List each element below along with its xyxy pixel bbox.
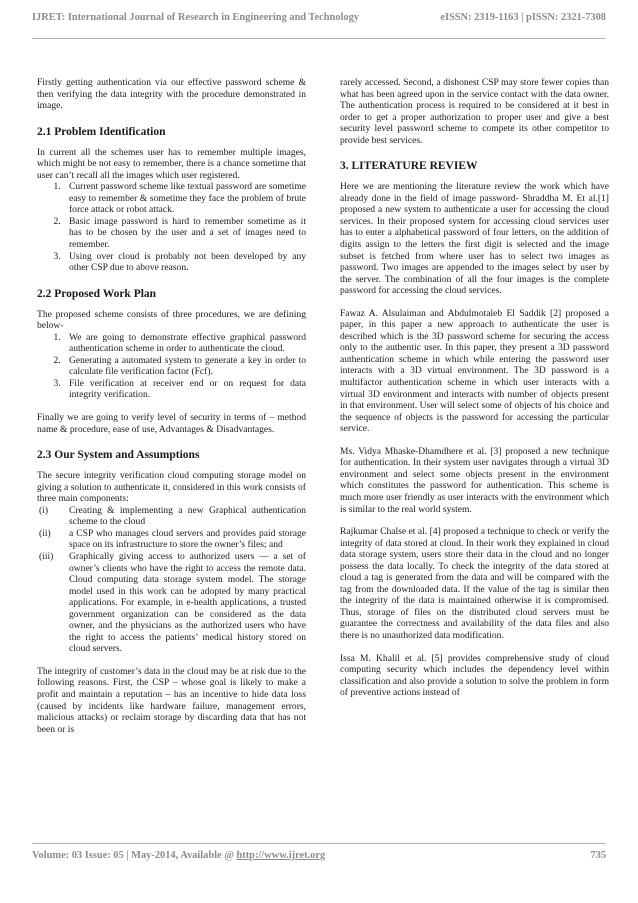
journal-link[interactable]: http://www.ijret.org [236, 850, 326, 861]
page-footer [32, 850, 606, 861]
list-marker: (iii) [39, 550, 54, 562]
intro-paragraph: Firstly getting authentication via our effective password scheme & then verifying the data integrity with the procedure demonstrated in image. [37, 77, 306, 112]
paragraph: Fawaz A. Alsulaiman and Abdulmotaleb El Saddik [2] proposed a paper, in this paper a new approach to authenticate the user is described which is the 3D password scheme for securing the access only to the authentic user. In this paper, they present a 3D password authentication scheme in which while entering the password user interacts with a 3D virtual environment. The 3D password is a multifactor authentication scheme in which user interacts with a virtual 3D environment and interacts with number of objects present in that environment. User will select some of objects of his choice and the sequence of objects is the password for accessing the particular service. [340, 307, 609, 435]
list-item: 3. File verification at receiver end or on request for data integrity verification. [63, 378, 306, 401]
paragraph: In current all the schemes user has to remember multiple images, which might be not easy to remember, there is a chance sometime that user can’t recall all the images which user registered. [37, 146, 306, 181]
continued-paragraph: rarely accessed. Second, a dishonest CSP may store fewer copies than what has been agreed upon in the service contact with the data owner. The authentication process is required to be considered at it best in order to get a proper authorization to proper user and give a best security level password scheme to compete its other competitor to provide best services. [340, 77, 609, 146]
paragraph: The proposed scheme consists of three procedures, we are defining below- [37, 308, 306, 332]
list-item: 2. Generating a automated system to generate a key in order to calculate file verification factor (Fcf). [63, 355, 306, 378]
paragraph: Finally we are going to verify level of security in terms of – method name & procedure, ease of use, Advantages & Disadvantages. [37, 412, 306, 435]
paragraph: Issa M. Khalil et al. [5] provides comprehensive study of cloud computing security which includes the dependency level within classification and also provide a solution to solve the problem in form of preventive actions instead of [340, 652, 609, 699]
list-item [37, 505, 306, 528]
paragraph: The integrity of customer’s data in the cloud may be at risk due to the following reasons. First, the CSP – whose goal is likely to make a profit and maintain a reputation – has an incentive to hide data loss (caused by incidents like hardware failure, management errors, malicious attacks) or reclaim storage by discarding data that has not been or is [37, 665, 306, 735]
paragraph: The secure integrity verification cloud computing storage model on giving a solution to authenticate it, considered in this work consists of three main components: [37, 470, 306, 505]
journal-title: IJRET: International Journal of Research in Engineering and Technology [32, 12, 359, 23]
footer-info [32, 850, 325, 861]
list-item [37, 528, 306, 551]
list-marker: (ii) [39, 527, 51, 539]
section-heading-2-2: 2.2 Proposed Work Plan [37, 287, 157, 300]
paragraph: Ms. Vidya Mhaske-Dhamdhere et al. [3] proposed a new technique for authentication. In their system user navigates through a virtual 3D environment and select some objects present in the environment which constitutes the password for authentication. This scheme is much more user friendly as user interacts with the environment which is similar to the real world system. [340, 445, 609, 515]
numbered-list [37, 332, 306, 401]
section-heading-2-1: 2.1 Problem Identification [37, 125, 166, 138]
list-item [37, 551, 306, 655]
right-column [340, 77, 609, 699]
list-marker: (i) [39, 504, 49, 516]
left-column [37, 77, 306, 735]
list-text: Creating & implementing a new Graphical authentication scheme to the cloud [69, 504, 306, 528]
list-item: 1. Current password scheme like textual password are sometime easy to remember & sometime they face the problem of brute force attack or robot attack. [63, 181, 306, 216]
list-item: 1. We are going to demonstrate effective graphical password authentication scheme in order to authenticate the cloud. [63, 332, 306, 355]
page-header [32, 12, 606, 38]
section-heading-3: 3. LITERATURE REVIEW [340, 160, 478, 173]
list-text: Graphically giving access to authorized users — a set of owner’s clients who have the right to access the remote data. Cloud computing data storage system model. The storage model used in this work can be adopted by many practical applications. For example, in e-health applications, a trusted government organization can be considered as the data owner, and the physicians as the authorized users who have the right to access the patients’ medical history stored on cloud servers. [69, 550, 306, 655]
roman-list [37, 505, 306, 655]
list-item: 2. Basic image password is hard to remember sometime as it has to be chosen by the user and a set of images need to remember. [63, 216, 306, 251]
header-divider [32, 38, 606, 39]
volume-info: Volume: 03 Issue: 05 | May-2014, Available @ [32, 850, 237, 861]
section-heading-2-3: 2.3 Our System and Assumptions [37, 449, 200, 462]
paragraph: Rajkumar Chalse et al. [4] proposed a technique to check or verify the integrity of data stored at cloud. In their work they explained in cloud data storage system, users store their data in the cloud and no longer possess the data locally. To check the integrity of the data stored at cloud a tag is generated from the data and will be compared with the tag from the downloaded data. If the value of the tag is similar then the integrity of the data is maintained otherwise it is compromised. Thus, storage of files on the distributed cloud servers must be guarantee the correctness and availability of the data files and also there is no unauthorized data modification. [340, 526, 609, 641]
paragraph: Here we are mentioning the literature review the work which have already done in the field of image password- Shraddha M. Et al.[1] proposed a new system to authenticate a user for accessing the cloud services. In their proposed system for accessing cloud services user has to enter a alphabetical password of four letters, on the addition of digits assign to the letters the first digit is selected and the image subset is fetched from where user has to select two images as password. Two images are appended to the images select by user by the server. The combination of all the four images is the complete password for accessing the cloud services. [340, 181, 609, 297]
footer-divider [32, 843, 606, 844]
list-item: 3. Using over cloud is probably not been developed by any other CSP due to above reason. [63, 251, 306, 274]
list-text: a CSP who manages cloud servers and provides paid storage space on its infrastructure to store the owner’s files; and [69, 527, 306, 551]
issn-info: eISSN: 2319-1163 | pISSN: 2321-7308 [440, 12, 606, 23]
numbered-list [37, 181, 306, 273]
page-number: 735 [590, 850, 606, 861]
